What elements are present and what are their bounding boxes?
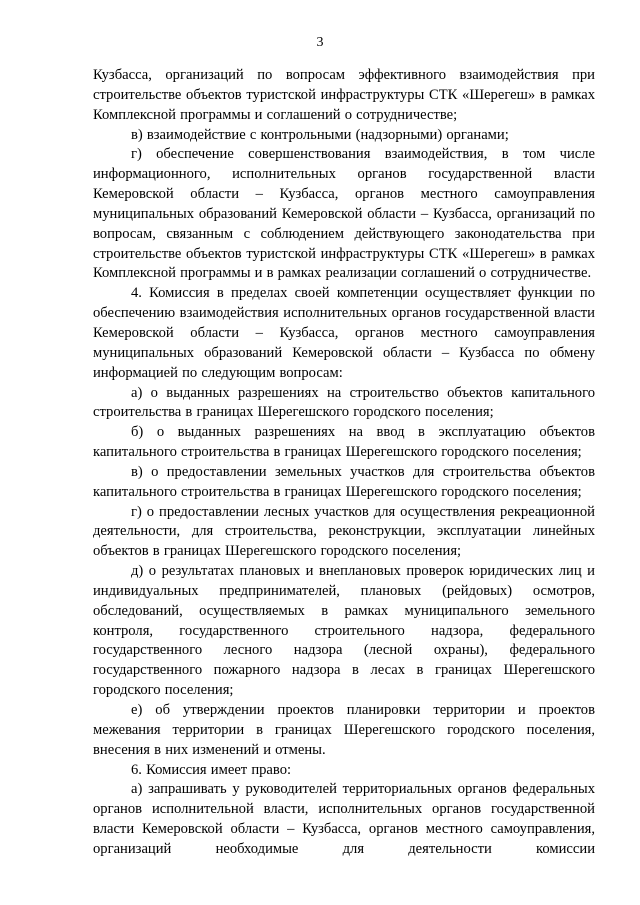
paragraph-item-a: а) о выданных разрешениях на строительство объектов капитального строительства в границах Шерегешского городского поселения; [93, 384, 595, 421]
paragraph-clause-4: 4. Комиссия в пределах своей компетенции осуществляет функции по обеспечению взаимодействия исполнительных органов государственной власти Кемеровской области – Кузбасса, органов местного самоуправления муниципальных образований Кемеровской области – Кузбасса по обмену информацией по следующим вопросам: [93, 285, 595, 381]
paragraph-clause-6: 6. Комиссия имеет право: [131, 761, 292, 778]
document-body [93, 66, 595, 860]
paragraph-item-e: е) об утверждении проектов планировки территории и проектов межевания территории в границах Шерегешского городского поселения, внесения в них изменений и отмены. [93, 702, 595, 758]
paragraph-item-g: г) обеспечение совершенствования взаимодействия, в том числе информационного, исполнительных органов государственной власти Кемеровской области – Кузбасса, органов местного самоуправления муниципальных образований Кемеровской области – Кузбасса, организаций по вопросам, связанным с соблюдением действующего законодательства при строительстве объектов туристской инфраструктуры СТК «Шерегеш» в рамках Комплексной программы и в рамках реализации соглашений о сотрудничестве. [93, 146, 595, 282]
paragraph-continuation: Кузбасса, организаций по вопросам эффективного взаимодействия при строительстве объектов туристской инфраструктуры СТК «Шерегеш» в рамках Комплексной программы и соглашений о сотрудничестве; [93, 67, 595, 123]
paragraph-item-g2: г) о предоставлении лесных участков для осуществления рекреационной деятельности, для строительства, реконструкции, эксплуатации линейных объектов в границах Шерегешского городского поселения; [93, 503, 595, 560]
paragraph-item-b: б) о выданных разрешениях на ввод в эксплуатацию объектов капитального строительства в границах Шерегешского городского поселения; [93, 424, 595, 461]
paragraph-item-a2: а) запрашивать у руководителей территориальных органов федеральных органов исполнительной власти, исполнительных органов государственной власти Кемеровской области – Кузбасса, органов местного самоуправления, организаций необходимые для деятельности комиссии [93, 781, 595, 857]
page-number: 3 [316, 35, 324, 50]
paragraph-item-v2: в) о предоставлении земельных участков для строительства объектов капитального строительства в границах Шерегешского городского поселения; [93, 463, 595, 500]
paragraph-item-d: д) о результатах плановых и внеплановых проверок юридических лиц и индивидуальных предпринимателей, плановых (рейдовых) осмотров, обследований, осуществляемых в рамках муниципального земельного контроля, государственного строительного надзора, федерального государственного лесного надзора (лесной охраны), федерального государственного пожарного надзора в лесах в границах Шерегешского городского поселения; [93, 563, 595, 699]
paragraph-item-v: в) взаимодействие с контрольными (надзорными) органами; [131, 126, 509, 143]
